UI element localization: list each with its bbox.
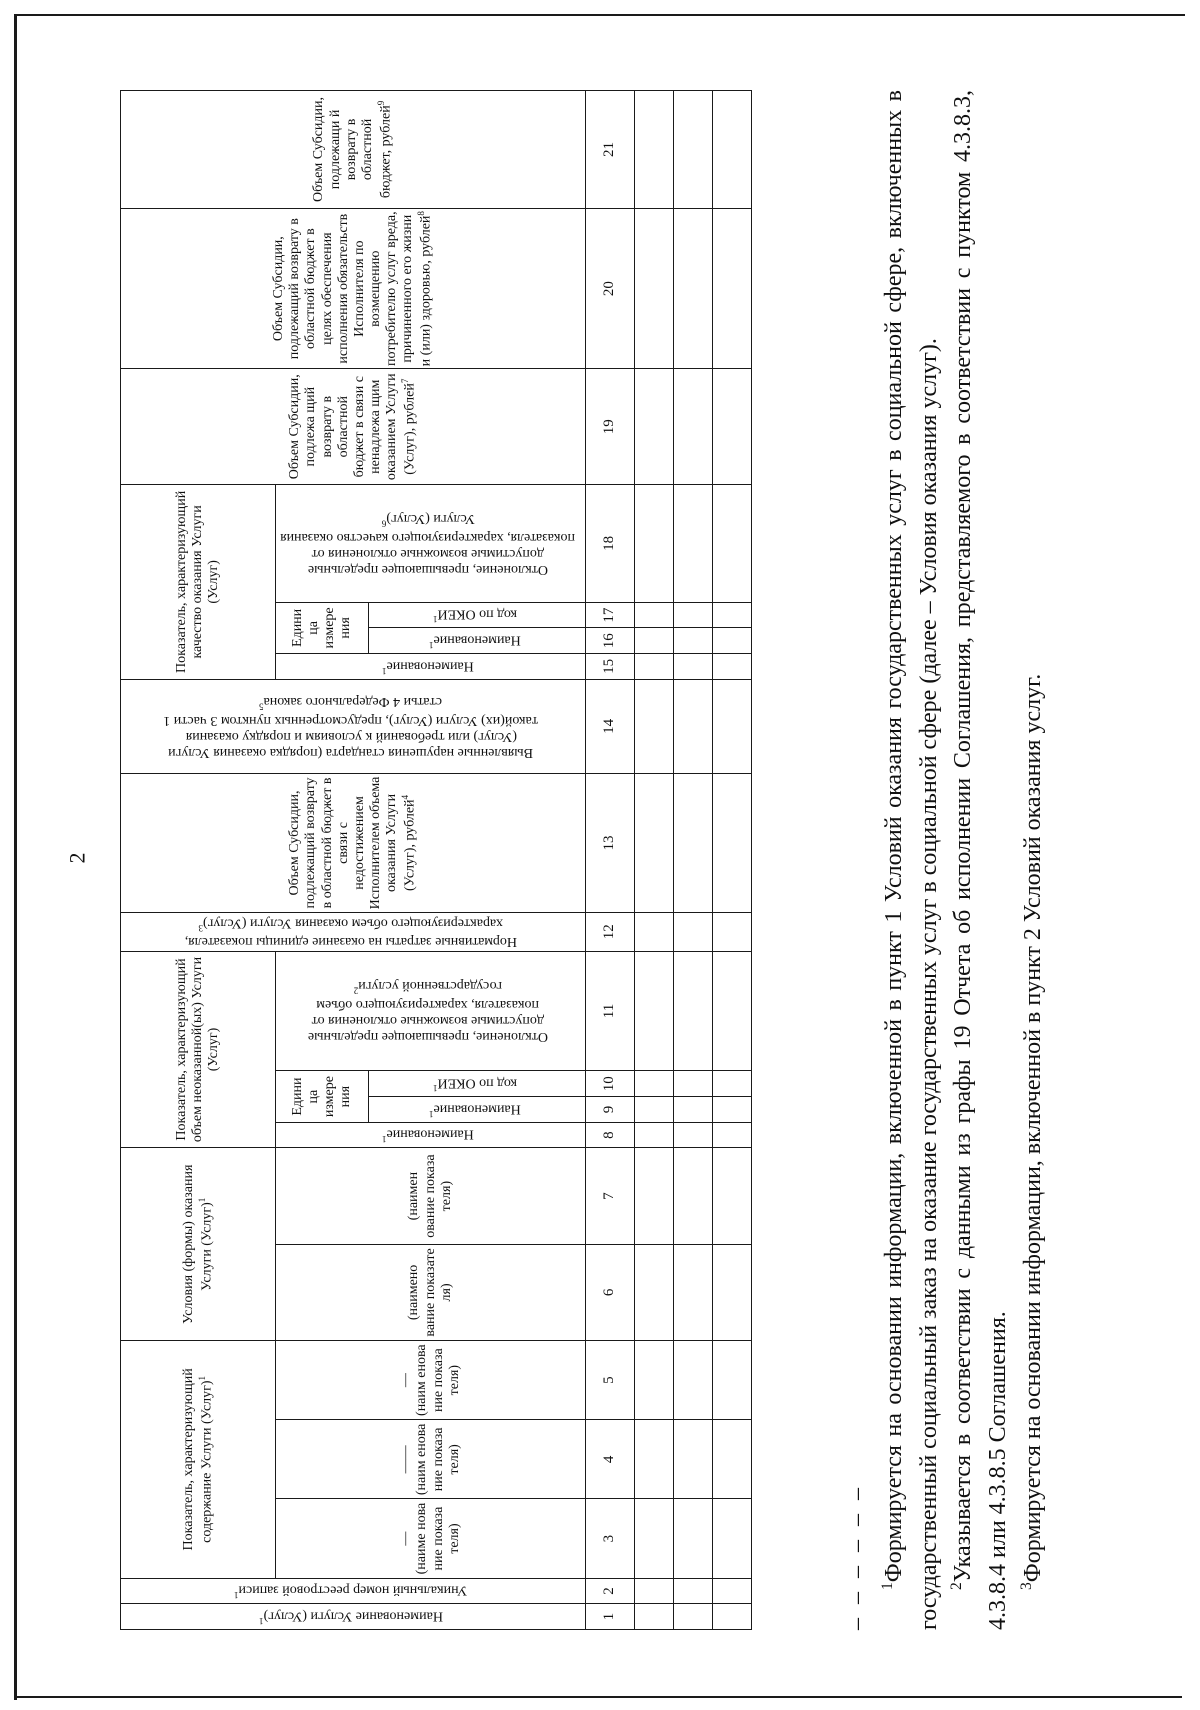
header-conditions: Условия (формы) оказания Услуги (Услуг)$^1$ bbox=[121, 1148, 276, 1341]
column-number: 21 bbox=[586, 91, 635, 209]
column-number: 15 bbox=[586, 654, 635, 680]
header-volume-indicator: Показатель, характеризующий объем неоказанной(ых) Услуги (Услуг) bbox=[121, 951, 276, 1148]
column-number: 7 bbox=[586, 1148, 635, 1244]
column-number: 2 bbox=[586, 1578, 635, 1604]
column-number: 3 bbox=[586, 1499, 635, 1578]
header-quality-name: Наименование$^1$ bbox=[276, 654, 586, 680]
header-condition-name-7: (наимен ование показа теля) bbox=[276, 1148, 586, 1244]
column-number: 4 bbox=[586, 1420, 635, 1499]
rotated-content bbox=[120, 90, 1200, 1630]
header-volume-unit-name: Наименование$^1$ bbox=[369, 1097, 586, 1123]
column-number: 12 bbox=[586, 913, 635, 952]
footnotes bbox=[840, 90, 1051, 1630]
header-service-name: Наименование Услуги (Услуг)$^1$ bbox=[121, 1604, 586, 1630]
column-number: 6 bbox=[586, 1244, 635, 1340]
header-subsidy-total: Объем Субсидии, подлежащи й возврату в областной бюджет, рублей$^9$ bbox=[121, 91, 586, 209]
header-subsidy-harm: Объем Субсидии, подлежащий возврату в областной бюджет в целях обеспечения исполнения обязательств Исполнителя по возмещению потребителю услуг вреда, причиненного его жизни и (или) здоровью, рублей$^8$ bbox=[121, 208, 586, 369]
column-number: 13 bbox=[586, 773, 635, 912]
column-number: 14 bbox=[586, 679, 635, 773]
column-number-row bbox=[586, 91, 635, 1630]
header-volume-name: Наименование$^1$ bbox=[276, 1122, 586, 1148]
header-indicator-name-3: — (наиме нова ние показа теля) bbox=[276, 1499, 586, 1578]
report-table bbox=[120, 90, 752, 1630]
footnote-separator: – – – – – – bbox=[844, 1484, 870, 1630]
page-number: 2 bbox=[64, 852, 90, 864]
footnote-2: $^2$Указывается в соответствии с данными из графы 19 Отчета об исполнении Соглашения, представляемого в соответствии с пунктом 4.3.8.3, 4.3.8.4 или 4.3.8.5 Соглашения. bbox=[948, 90, 1012, 1630]
table-row bbox=[635, 91, 674, 1630]
column-number: 18 bbox=[586, 484, 635, 602]
header-violations: Выявленные нарушения стандарта (порядка оказания Услуги (Услуг) или требований к условиям и порядку оказания такой(их) Услуги (Услуг), предусмотренных пунктом 3 части 1 статьи 4 Федерального закона$^5$ bbox=[121, 679, 586, 773]
scan-border-bottom bbox=[14, 1696, 1182, 1698]
column-number: 16 bbox=[586, 628, 635, 654]
header-subsidy-improper: Объем Субсидии, подлежа щий возврату в областной бюджет в связи с ненадлежа щим оказанием Услуги (Услуг), рублей$^7$ bbox=[121, 369, 586, 485]
header-registry-number: Уникальный номер реестровой записи$^1$ bbox=[121, 1578, 586, 1604]
table-row bbox=[713, 91, 752, 1630]
header-indicator-name-5: — (наим енова ние показа теля) bbox=[276, 1341, 586, 1420]
header-quality-deviation: Отклонение, превышающее предельные допустимые возможные отклонения от показателя, характеризующего качество оказания Услуги (Услуг)$^6$ bbox=[276, 484, 586, 602]
column-number: 20 bbox=[586, 208, 635, 369]
header-quality-unit-name: Наименование$^1$ bbox=[369, 628, 586, 654]
column-number: 9 bbox=[586, 1097, 635, 1123]
header-volume-deviation: Отклонение, превышающее предельные допустимые возможные отклонения от показателя, характеризующего объем государственной услуги$^2$ bbox=[276, 951, 586, 1071]
header-quality-unit: Едини ца измере ния bbox=[276, 602, 369, 653]
column-number: 17 bbox=[586, 602, 635, 628]
header-quality-indicator: Показатель, характеризующий качество оказания Услуги (Услуг) bbox=[121, 484, 276, 679]
header-subsidy-volume-shortfall: Объем Субсидии, подлежащий возврату в областной бюджет в связи с недостижением Исполнителем объема оказания Услуги (Услуг), рублей$^4$ bbox=[121, 773, 586, 912]
header-indicator-name-4: —— (наим енова ние показа теля) bbox=[276, 1420, 586, 1499]
column-number: 11 bbox=[586, 951, 635, 1071]
header-condition-name-6: (наимено вание показате ля) bbox=[276, 1244, 586, 1340]
footnote-1: $^1$Формируется на основании информации, включенной в пункт 1 Условий оказания государственных услуг в социальной сфере, включенных в государственный социальный заказ на оказание государственных услуг в социальной сфере (далее – Условия оказания услуг). bbox=[878, 90, 942, 1630]
header-content-indicator: Показатель, характеризующий содержание Услуги (Услуг)$^1$ bbox=[121, 1341, 276, 1579]
header-volume-okei: код по ОКЕИ$^1$ bbox=[369, 1071, 586, 1097]
footnote-3: $^3$Формируется на основании информации, включенной в пункт 2 Условий оказания услуг. bbox=[1017, 673, 1046, 1590]
header-normative-costs: Нормативные затраты на оказание единицы показателя, характеризующего объем оказания Услуги (Услуг)$^3$ bbox=[121, 913, 586, 952]
column-number: 8 bbox=[586, 1122, 635, 1148]
table-row bbox=[674, 91, 713, 1630]
header-quality-okei: код по ОКЕИ$^1$ bbox=[369, 602, 586, 628]
column-number: 10 bbox=[586, 1071, 635, 1097]
column-number: 19 bbox=[586, 369, 635, 485]
column-number: 5 bbox=[586, 1341, 635, 1420]
header-volume-unit: Едини ца измере ния bbox=[276, 1071, 369, 1122]
column-number: 1 bbox=[586, 1604, 635, 1630]
